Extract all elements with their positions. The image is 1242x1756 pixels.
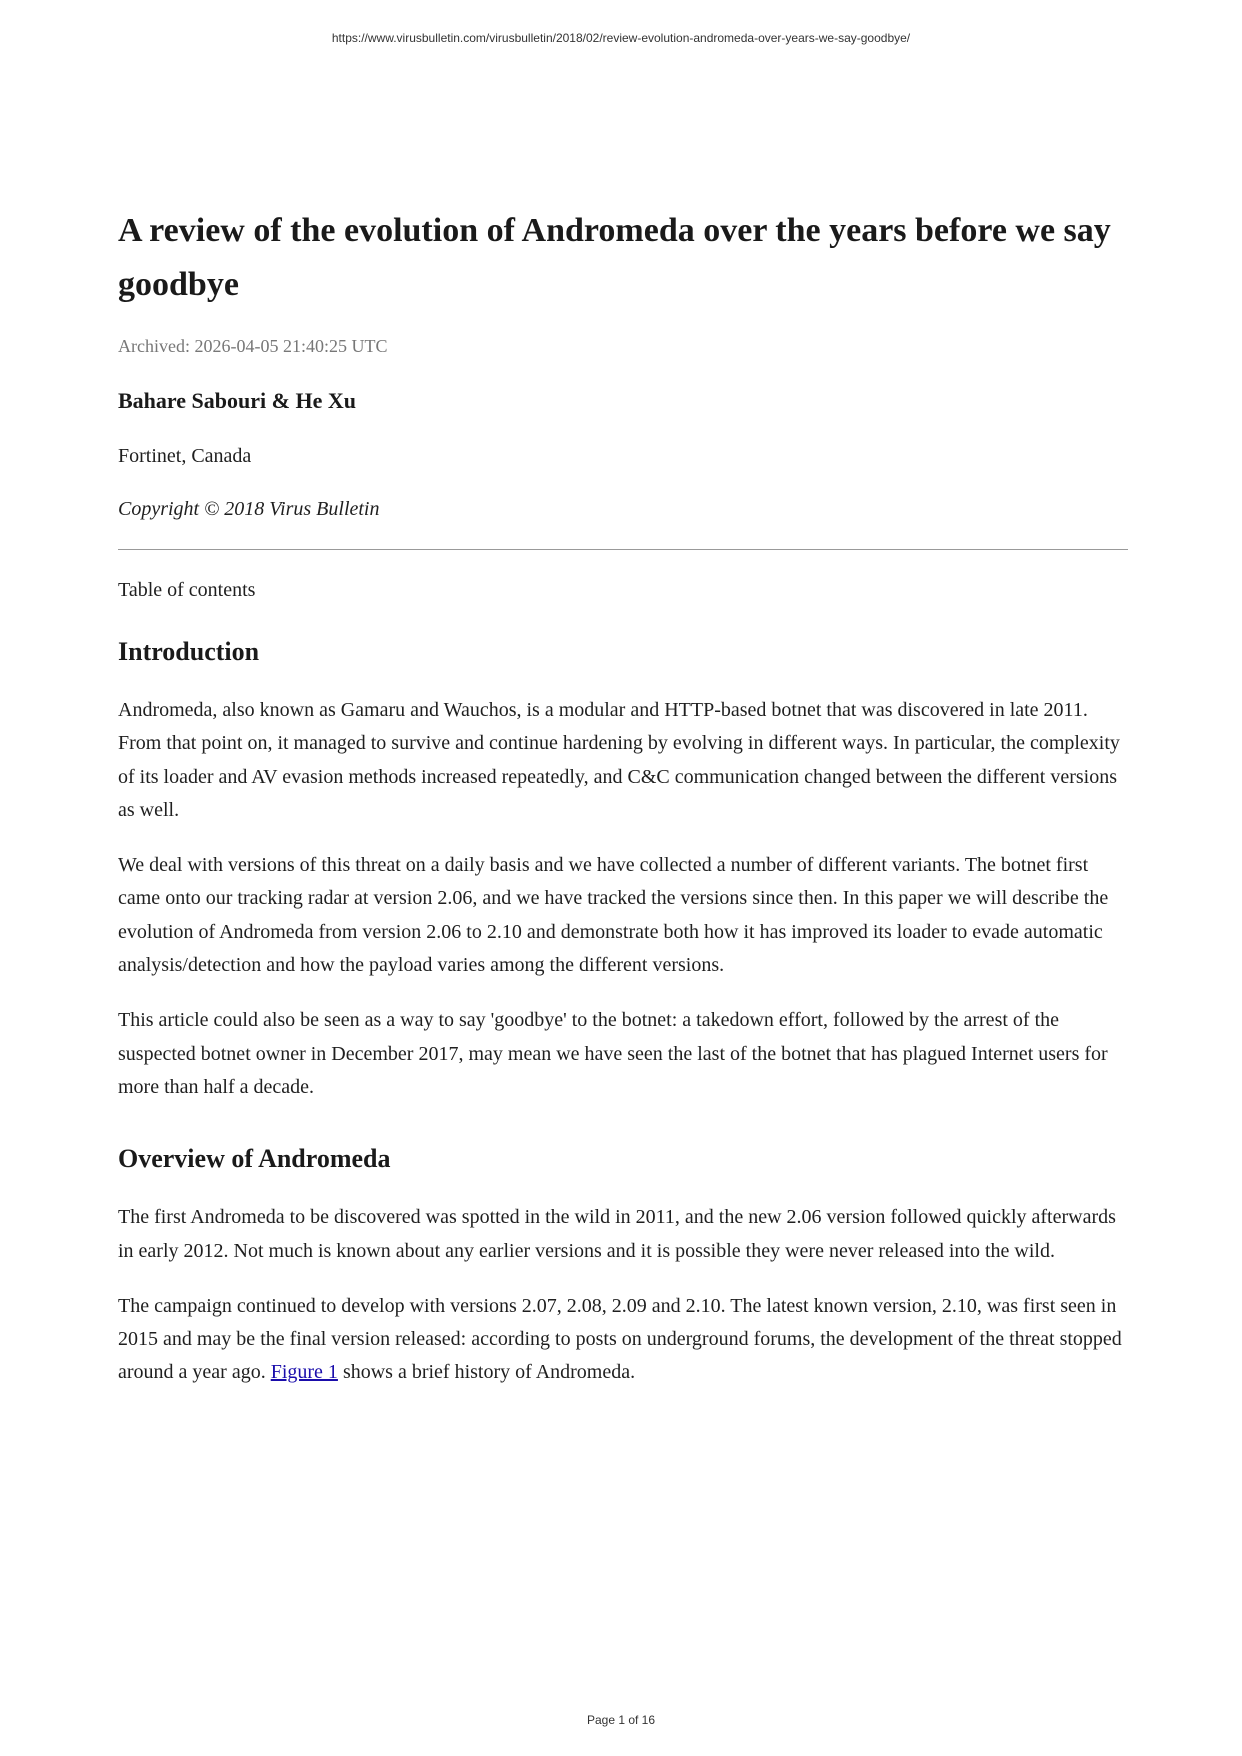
page-url-header: https://www.virusbulletin.com/virusbulletin/2018/02/review-evolution-andromeda-over-years-we-say-goodbye/ [331,31,911,45]
table-of-contents-label[interactable]: Table of contents [118,579,256,601]
article-content [118,204,1128,1390]
archived-timestamp: Archived: 2026-04-05 21:40:25 UTC [118,336,388,356]
article-title: A review of the evolution of Andromeda over the years before we say goodbye [118,212,1111,303]
article-authors: Bahare Sabouri & He Xu [118,388,356,413]
overview-paragraph-2 [118,1290,1128,1390]
overview-paragraph-1: The first Andromeda to be discovered was spotted in the wild in 2011, and the new 2.06 version followed quickly afterwards in early 2012. Not much is known about any earlier versions and it is possible they were never released into the wild. [118,1206,1116,1262]
overview-paragraph-2-text-after: shows a brief history of Andromeda. [337,1361,636,1384]
overview-paragraph-2-text-before: The campaign continued to develop with versions 2.07, 2.08, 2.09 and 2.10. The latest known version, 2.10, was first seen in 2015 and may be the final version released: according to posts on underground forums, the development of the threat stopped around a year ago. [118,1294,1122,1384]
intro-paragraph-1: Andromeda, also known as Gamaru and Wauchos, is a modular and HTTP-based botnet that was discovered in late 2011. From that point on, it managed to survive and continue hardening by evolving in different ways. In particular, the complexity of its loader and AV evasion methods increased repeatedly, and C&C communication changed between the different versions as well. [118,699,1120,821]
figure-1-link[interactable]: Figure 1 [270,1361,338,1384]
intro-paragraph-3: This article could also be seen as a way to say 'goodbye' to the botnet: a takedown effort, followed by the arrest of the suspected botnet owner in December 2017, may mean we have seen the last of the botnet that has plagued Internet users for more than half a decade. [118,1009,1108,1098]
intro-paragraph-2: We deal with versions of this threat on a daily basis and we have collected a number of different variants. The botnet first came onto our tracking radar at version 2.06, and we have tracked the versions since then. In this paper we will describe the evolution of Andromeda from version 2.06 to 2.10 and demonstrate both how it has improved its loader to evade automatic analysis/detection and how the payload varies among the different versions. [118,854,1109,977]
heading-introduction: Introduction [118,637,260,666]
author-affiliation: Fortinet, Canada [118,445,252,467]
copyright-notice: Copyright © 2018 Virus Bulletin [118,498,380,520]
page-number-footer: Page 1 of 16 [586,1713,656,1727]
section-divider [118,549,1128,550]
heading-overview: Overview of Andromeda [118,1144,391,1174]
